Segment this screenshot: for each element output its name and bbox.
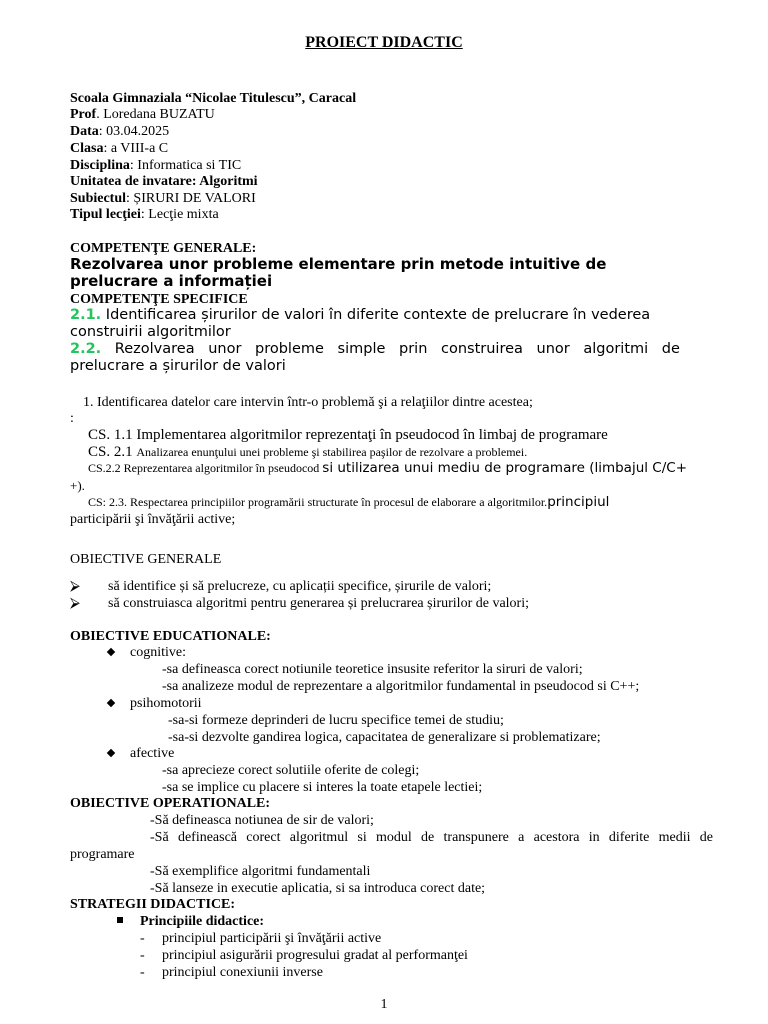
general-objective-text: să identifice și să prelucreze, cu aplicații specifice, șirurile de valori; xyxy=(108,579,492,594)
principle-item xyxy=(140,947,468,964)
dash-bullet: - xyxy=(140,948,145,963)
school-name: Scoala Gimnaziala “Nicolae Titulescu”, Caracal xyxy=(70,91,357,106)
specific-competence-2-1-line1 xyxy=(70,307,650,324)
cs-2-3-tail: principiul xyxy=(547,494,610,510)
cs-2-2-text: si utilizarea unui mediu de programare (limbajul C/C+ xyxy=(322,460,688,476)
psychomotor-objective: -sa-si formeze deprinderi de lucru specifice temei de studiu; xyxy=(168,713,504,728)
general-objective-item xyxy=(70,595,529,612)
learning-unit: Unitatea de invatare: Algoritmi xyxy=(70,174,258,189)
principle-item xyxy=(140,930,381,947)
cs-2-1-text: Analizarea enunţului unei probleme şi stabilirea paşilor de rezolvare a problemei. xyxy=(136,445,528,459)
subject-value: : ȘIRURI DE VALORI xyxy=(126,191,256,206)
colon-mark: : xyxy=(70,411,74,426)
operational-objective: -Să defineasca notiunea de sir de valori; xyxy=(150,813,374,828)
lesson-type-value: : Lecţie mixta xyxy=(140,207,219,222)
competence-text: Rezolvarea unor probleme simple prin construirea unor algoritmi de xyxy=(101,341,680,357)
specific-competence-2-2-line2: prelucrare a șirurilor de valori xyxy=(70,358,286,374)
specific-competence-2-2-line1 xyxy=(70,341,680,358)
cognitive-objective: -sa defineasca corect notiunile teoretice insusite referitor la siruri de valori; xyxy=(162,662,583,677)
principle-text: principiul asigurării progresului gradat al performanţei xyxy=(162,948,468,963)
general-competence-line2: prelucrare a informației xyxy=(70,272,273,290)
affective-objective: -sa se implice cu placere si interes la toate etapele lectiei; xyxy=(162,780,483,795)
cs-2-3 xyxy=(88,494,609,511)
discipline-value: : Informatica si TIC xyxy=(129,158,242,173)
square-bullet-icon xyxy=(117,917,123,923)
principle-item xyxy=(140,964,323,981)
operational-objectives-heading: OBIECTIVE OPERATIONALE: xyxy=(70,796,271,811)
cs-2-2-continuation: +). xyxy=(70,478,85,493)
educational-objectives-heading: OBIECTIVE EDUCATIONALE: xyxy=(70,629,271,644)
cs-1-1: CS. 1.1 Implementarea algoritmilor reprezentaţi în pseudocod în limbaj de programare xyxy=(88,427,608,443)
cognitive-label: cognitive: xyxy=(130,645,186,660)
general-competences-heading: COMPETENŢE GENERALE: xyxy=(70,241,257,256)
psychomotor-objective: -sa-si dezvolte gandirea logica, capacitatea de generalizare si problematizare; xyxy=(168,730,601,745)
dash-bullet: - xyxy=(140,931,145,946)
diamond-bullet-icon xyxy=(107,749,115,757)
date-label: Data xyxy=(70,124,99,139)
specific-competence-2-1-line2: construirii algoritmilor xyxy=(70,324,231,340)
diamond-bullet-icon xyxy=(107,648,115,656)
competence-number: 2.2. xyxy=(70,341,102,357)
specific-competences-heading: COMPETENŢE SPECIFICE xyxy=(70,292,248,307)
affective-label: afective xyxy=(130,746,175,761)
prof-line xyxy=(70,106,215,123)
competence-text: Identificarea șirurilor de valori în diferite contexte de prelucrare în vederea xyxy=(101,307,651,323)
identification-item: 1. Identificarea datelor care intervin într-o problemă şi a relaţiilor dintre acestea; xyxy=(83,395,533,410)
class-label: Clasa xyxy=(70,141,104,156)
date-line xyxy=(70,123,169,140)
arrow-bullet-icon: ⮚ xyxy=(70,596,80,611)
competence-number: 2.1. xyxy=(70,307,102,323)
diamond-bullet-icon xyxy=(107,699,115,707)
affective-objective: -sa aprecieze corect solutiile oferite de colegi; xyxy=(162,763,420,778)
dash-bullet: - xyxy=(140,965,145,980)
cs-2-1 xyxy=(88,444,527,461)
arrow-bullet-icon: ⮚ xyxy=(70,579,80,594)
cognitive-objective: -sa analizeze modul de reprezentare a algoritmilor fundamental in pseudocod si C++; xyxy=(162,679,640,694)
cs-2-3-continuation: participării şi învăţării active; xyxy=(70,512,236,527)
general-objective-text: să construiasca algoritmi pentru generarea și prelucrarea șirurilor de valori; xyxy=(108,596,529,611)
general-objectives-heading: OBIECTIVE GENERALE xyxy=(70,552,222,567)
class-line xyxy=(70,140,168,157)
page-number: 1 xyxy=(380,997,388,1012)
cs-2-2 xyxy=(88,460,687,477)
class-value: : a VIII-a C xyxy=(103,141,169,156)
operational-objective: -Să definească corect algoritmul si modul de transpunere a acestora in diferite medii de xyxy=(150,830,713,845)
document-title: PROIECT DIDACTIC xyxy=(305,34,463,51)
cs-2-1-prefix: CS. 2.1 xyxy=(88,444,137,460)
general-competence-line1: Rezolvarea unor probleme elementare prin metode intuitive de xyxy=(70,255,607,273)
discipline-label: Disciplina xyxy=(70,158,130,173)
operational-objective: -Să exemplifice algoritmi fundamentali xyxy=(150,864,371,879)
operational-objective-continuation: programare xyxy=(70,847,135,862)
operational-objective: -Să lanseze in executie aplicatia, si sa introduca corect date; xyxy=(150,881,486,896)
subject-line xyxy=(70,190,256,207)
didactic-principles-label: Principiile didactice: xyxy=(140,914,265,929)
prof-label: Prof xyxy=(70,107,97,122)
lesson-type-label: Tipul lecţiei xyxy=(70,207,141,222)
teaching-strategies-heading: STRATEGII DIDACTICE: xyxy=(70,897,236,912)
discipline-line xyxy=(70,157,241,174)
lesson-type-line xyxy=(70,206,219,223)
cs-2-2-prefix: CS.2.2 Reprezentarea algoritmilor în pseudocod xyxy=(88,461,323,475)
cs-2-3-text: CS: 2.3. Respectarea principiilor programării structurate în procesul de elaborare a algoritmilor. xyxy=(88,495,548,509)
subject-label: Subiectul xyxy=(70,191,127,206)
general-objective-item xyxy=(70,578,491,595)
principle-text: principiul participării şi învăţării active xyxy=(162,931,382,946)
principle-text: principiul conexiunii inverse xyxy=(162,965,323,980)
date-value: : 03.04.2025 xyxy=(98,124,170,139)
psychomotor-label: psihomotorii xyxy=(130,696,202,711)
prof-value: . Loredana BUZATU xyxy=(96,107,215,122)
